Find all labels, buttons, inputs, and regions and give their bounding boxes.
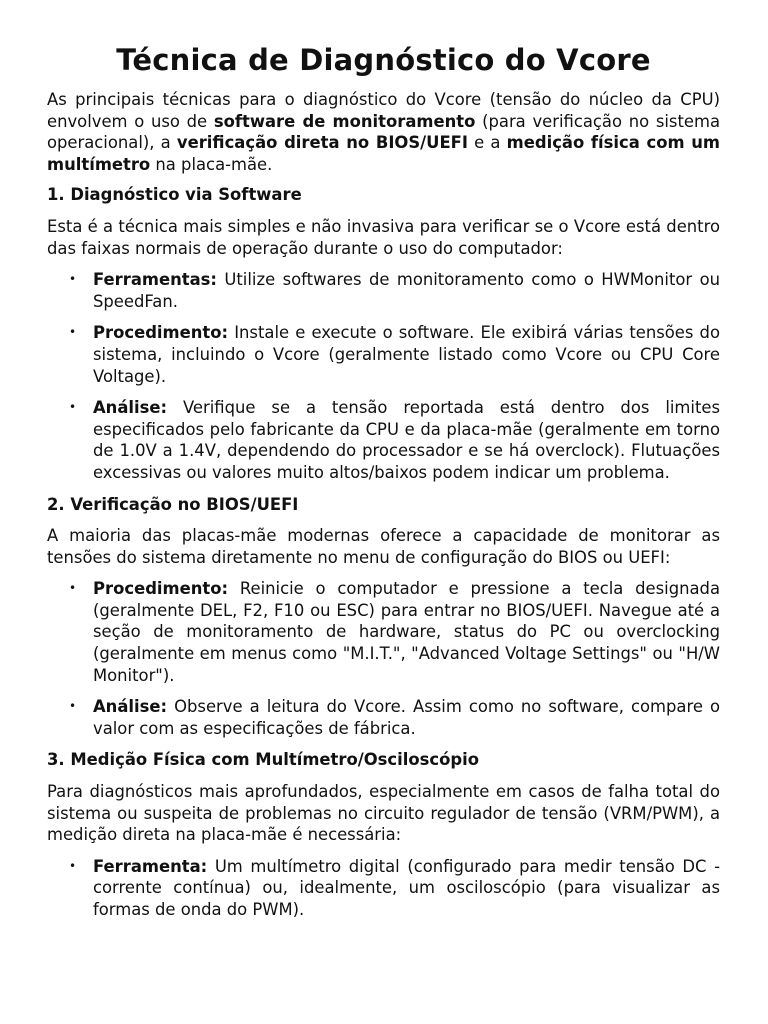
- item-text: Utilize softwares de monitoramento como o HWMonitor ou SpeedFan.: [93, 270, 720, 311]
- bullet-icon: •: [69, 858, 77, 873]
- list-item: [47, 578, 720, 686]
- item-text: Instale e execute o software. Ele exibirá várias tensões do sistema, incluindo o Vcore (geralmente listado como Vcore ou CPU Core Voltage).: [93, 323, 720, 386]
- item-label: Procedimento:: [93, 579, 229, 599]
- bullet-icon: •: [69, 400, 77, 415]
- bullet-icon: •: [69, 325, 77, 340]
- item-text: Observe a leitura do Vcore. Assim como no software, compare o valor com as especificações de fábrica.: [93, 697, 720, 738]
- section-heading-multimeter: 3. Medição Física com Multímetro/Osciloscópio: [47, 750, 479, 770]
- intro-text-1: As principais técnicas para o diagnóstico do Vcore (tensão do núcleo da CPU) envolvem o uso de: [47, 90, 720, 131]
- item-text: Reinicie o computador e pressione a tecla designada (geralmente DEL, F2, F10 ou ESC) para entrar no BIOS/UEFI. Navegue até a seção de monitoramento de hardware, status do PC ou overclocking (geralmente em menus como "M.I.T.", "Advanced Voltage Settings" ou "H/W Monitor").: [93, 579, 720, 685]
- item-label: Análise:: [93, 398, 168, 418]
- page-title: Técnica de Diagnóstico do Vcore: [116, 43, 651, 77]
- list-software: [47, 269, 720, 483]
- bullet-icon: •: [69, 581, 77, 596]
- item-text: Verifique se a tensão reportada está dentro dos limites especificados pelo fabricante da CPU e da placa-mãe (geralmente em torno de 1.0V a 1.4V, dependendo do processador e se há overclock). Flutuações excessivas ou valores muito altos/baixos podem indicar um problema.: [93, 398, 720, 482]
- item-label: Ferramenta:: [93, 856, 208, 876]
- section-intro-multimeter: Para diagnósticos mais aprofundados, especialmente em casos de falha total do sistema ou suspeita de problemas no circuito regulador de tensão (VRM/PWM), a medição direta na placa-mãe é necessária:: [47, 782, 720, 845]
- list-item: [47, 696, 720, 739]
- item-label: Ferramentas:: [93, 270, 217, 290]
- list-bios: [47, 578, 720, 739]
- intro-bold-2: verificação direta no BIOS/UEFI: [176, 133, 468, 153]
- section-heading-bios: 2. Verificação no BIOS/UEFI: [47, 494, 299, 514]
- list-item: [47, 397, 720, 483]
- bullet-icon: •: [69, 699, 77, 714]
- section-intro-bios: A maioria das placas-mãe modernas oferece a capacidade de monitorar as tensões do sistema diretamente no menu de configuração do BIOS ou UEFI:: [47, 526, 720, 567]
- list-item: [47, 269, 720, 312]
- section-intro-software: Esta é a técnica mais simples e não invasiva para verificar se o Vcore está dentro das faixas normais de operação durante o uso do computador:: [47, 216, 720, 258]
- item-text: Um multímetro digital (configurado para medir tensão DC - corrente contínua) ou, idealmente, um osciloscópio (para visualizar as formas de onda do PWM).: [93, 856, 720, 919]
- section-heading-software: 1. Diagnóstico via Software: [47, 185, 302, 205]
- list-item: [47, 322, 720, 387]
- bullet-icon: •: [69, 272, 77, 287]
- item-label: Análise:: [93, 697, 168, 717]
- item-label: Procedimento:: [93, 323, 229, 343]
- list-item: [47, 856, 720, 921]
- intro-text-3: e a: [467, 133, 507, 153]
- intro-paragraph: [47, 89, 720, 175]
- intro-text-4: na placa-mãe.: [150, 154, 273, 174]
- list-multimeter: [47, 856, 720, 921]
- intro-bold-3: medição física com um multímetro: [47, 133, 721, 174]
- intro-text-2: (para verificação no sistema operacional), a: [47, 111, 720, 153]
- intro-bold-1: software de monitoramento: [213, 111, 476, 131]
